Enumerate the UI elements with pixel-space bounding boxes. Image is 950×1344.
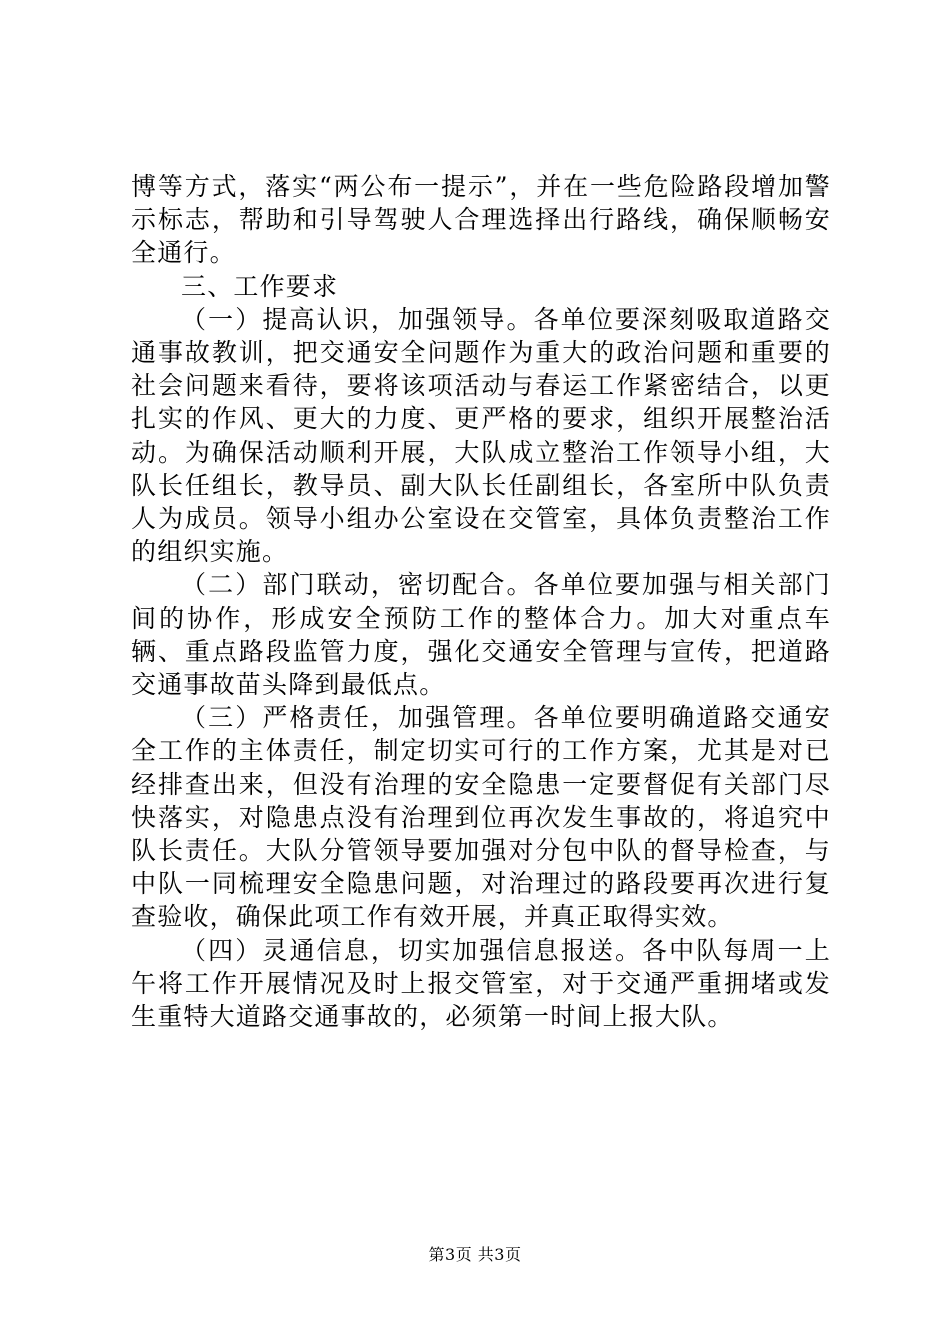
paragraph-continuation: 博等方式，落实“两公布一提示”，并在一些危险路段增加警示标志，帮助和引导驾驶人合理选择出行路线，确保顺畅安全通行。 xyxy=(131,172,831,268)
section-heading: 三、工作要求 xyxy=(181,271,339,301)
paragraph-item-3: （三）严格责任，加强管理。各单位要明确道路交通安全工作的主体责任，制定切实可行的工作方案，尤其是对已经排查出来，但没有治理的安全隐患一定要督促有关部门尽快落实，对隐患点没有治理到位再次发生事故的，将追究中队长责任。大队分管领导要加强对分包中队的督导检查，与中队一同梳理安全隐患问题，对治理过的路段要再次进行复查验收，确保此项工作有效开展，并真正取得实效。 xyxy=(131,703,831,932)
paragraph-item-1: （一）提高认识，加强领导。各单位要深刻吸取道路交通事故教训，把交通安全问题作为重大的政治问题和重要的社会问题来看待，要将该项活动与春运工作紧密结合，以更扎实的作风、更大的力度、更严格的要求，组织开展整治活动。为确保活动顺利开展，大队成立整治工作领导小组，大队长任组长，教导员、副大队长任副组长，各室所中队负责人为成员。领导小组办公室设在交管室，具体负责整治工作的组织实施。 xyxy=(131,304,831,567)
document-body xyxy=(131,170,831,1033)
page-footer: 第3页 共3页 xyxy=(428,1245,522,1264)
paragraph-item-2: （二）部门联动，密切配合。各单位要加强与相关部门间的协作，形成安全预防工作的整体合力。加大对重点车辆、重点路段监管力度，强化交通安全管理与宣传，把道路交通事故苗头降到最低点。 xyxy=(131,570,831,700)
paragraph-item-4: （四）灵通信息，切实加强信息报送。各中队每周一上午将工作开展情况及时上报交管室，对于交通严重拥堵或发生重特大道路交通事故的，必须第一时间上报大队。 xyxy=(131,935,831,1032)
